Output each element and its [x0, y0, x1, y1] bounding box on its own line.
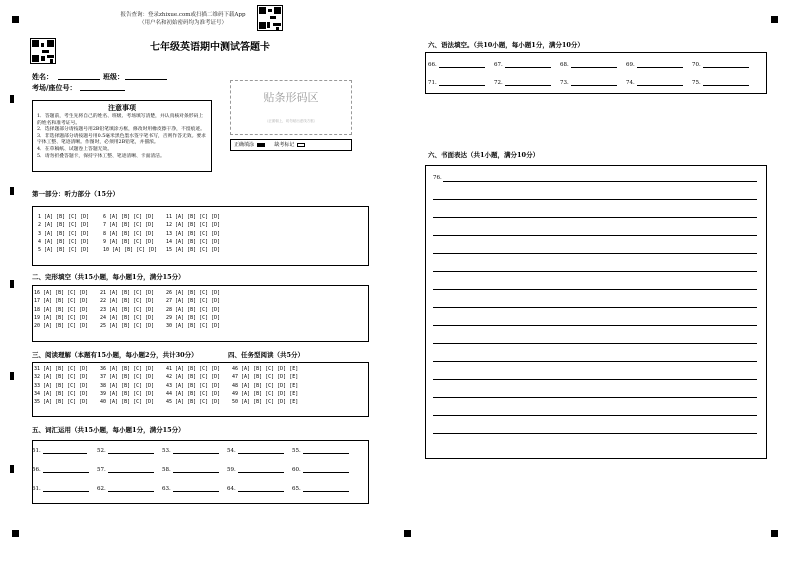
corner-mark-bl — [12, 530, 19, 537]
side-mark — [10, 187, 14, 195]
side-mark — [10, 95, 14, 103]
fill-row: 71. 72. 73. 74. 75. — [428, 80, 758, 86]
answer-col[interactable]: 26 [A] [B] [C] [D] 27 [A] [B] [C] [D] 28 [A] [B] [C] [D] 29 [A] [B] [C] [D] 30 [A] [B] [C] [D] — [166, 290, 221, 330]
answer-blank[interactable] — [173, 448, 219, 454]
notice-item: 3．非选择题部分请按题号用0.5毫米黑色墨水签字笔书写，否则作答无效。要求字体工整、笔迹清晰。作图时，必须用2B铅笔，并描浓。 — [37, 133, 206, 146]
correct-fill-sample — [257, 143, 265, 147]
answer-blank[interactable] — [637, 62, 683, 68]
answer-blank[interactable] — [703, 80, 749, 86]
answer-blank[interactable] — [505, 80, 551, 86]
fill-row: 56. 57. 58. 59. 60. — [32, 467, 357, 473]
barcode-label: 贴条形码区 — [263, 91, 319, 104]
page-title: 七年级英语期中测试答题卡 — [150, 42, 270, 53]
section-3-title: 三、阅读理解（本题有15小题，每小题2分，共计30分） — [32, 351, 198, 359]
barcode-hint: （正面朝上，切勿贴出虚线方框） — [264, 119, 318, 123]
fill-row: 51. 52. 53. 54. 55. — [32, 448, 357, 454]
writing-line[interactable] — [433, 235, 757, 236]
class-field[interactable] — [125, 79, 167, 80]
answer-blank[interactable] — [43, 448, 87, 454]
notice-title: 注意事项 — [108, 103, 136, 112]
writing-line[interactable] — [433, 379, 757, 380]
answer-blank[interactable] — [637, 80, 683, 86]
answer-blank[interactable] — [173, 486, 219, 492]
answer-blank[interactable] — [43, 486, 89, 492]
class-label: 班级： — [103, 72, 124, 81]
answer-col[interactable]: 31 [A] [B] [C] [D] 32 [A] [B] [C] [D] 33 [A] [B] [C] [D] 34 [A] [B] [C] [D] 35 [A] [B] [C] [D] — [34, 366, 89, 406]
exam-room-label: 考场/座位号： — [32, 83, 77, 92]
notice-item: 1．答题前，考生先将自己的姓名、班级、考场填写清楚，并认真核对条形码上的姓名和准考证号。 — [37, 114, 204, 126]
answer-col[interactable]: 21 [A] [B] [C] [D] 22 [A] [B] [C] [D] 23 [A] [B] [C] [D] 24 [A] [B] [C] [D] 25 [A] [B] [C] [D] — [100, 290, 155, 330]
name-label: 姓名： — [32, 72, 53, 81]
writing-line[interactable] — [443, 181, 757, 182]
corner-mark-tr — [771, 16, 778, 23]
writing-line[interactable] — [433, 433, 757, 434]
corner-mark-br — [771, 530, 778, 537]
answer-col[interactable]: 41 [A] [B] [C] [D] 42 [A] [B] [C] [D] 43 [A] [B] [C] [D] 44 [A] [B] [C] [D] 45 [A] [B] [C] [D] — [166, 366, 221, 406]
answer-col[interactable]: 36 [A] [B] [C] [D] 37 [A] [B] [C] [D] 38 [A] [B] [C] [D] 39 [A] [B] [C] [D] 40 [A] [B] [C] [D] — [100, 366, 155, 406]
writing-line[interactable] — [433, 397, 757, 398]
absent-mark-checkbox[interactable] — [297, 143, 305, 147]
answer-blank[interactable] — [439, 80, 485, 86]
answer-blank[interactable] — [108, 448, 154, 454]
answer-col[interactable]: 46 [A] [B] [C] [D] [E] 47 [A] [B] [C] [D] [E] 48 [A] [B] [C] [D] [E] 49 [A] [B] [C] [D] [E] 50 [A] [B] [C] [D] [E] — [232, 366, 299, 406]
side-mark — [10, 280, 14, 288]
answer-blank[interactable] — [571, 62, 617, 68]
answer-blank[interactable] — [43, 467, 89, 473]
student-qr-code — [30, 38, 56, 64]
section-2-title: 二、完形填空（共15小题，每小题1分，满分15分） — [32, 273, 185, 281]
answer-blank[interactable] — [505, 62, 551, 68]
answer-col[interactable]: 1 [A] [B] [C] [D] 2 [A] [B] [C] [D] 3 [A] [B] [C] [D] 4 [A] [B] [C] [D] 5 [A] [B] [C] [D] — [38, 214, 90, 254]
fill-row: 66. 67. 68. 69. 70. — [428, 62, 758, 68]
answer-blank[interactable] — [173, 467, 219, 473]
section-6-box — [425, 52, 767, 94]
answer-blank[interactable] — [303, 467, 349, 473]
notice-box — [32, 100, 212, 172]
writing-line[interactable] — [433, 199, 757, 200]
side-mark — [10, 465, 14, 473]
writing-line[interactable] — [433, 253, 757, 254]
answer-blank[interactable] — [439, 62, 485, 68]
writing-line[interactable] — [433, 271, 757, 272]
section-7-title: 六、书面表达（共1小题，满分10分） — [428, 151, 540, 159]
section-6-title: 六、语法填空。（共10小题，每小题1分，满分10分） — [428, 41, 584, 49]
notice-item: 4．在草稿纸、试题卷上答题无效。 — [37, 146, 113, 152]
writing-start-number: 76. — [433, 175, 442, 181]
corner-mark-bc — [404, 530, 411, 537]
answer-col[interactable]: 16 [A] [B] [C] [D] 17 [A] [B] [C] [D] 18 [A] [B] [C] [D] 19 [A] [B] [C] [D] 20 [A] [B] [C] [D] — [34, 290, 89, 330]
answer-blank[interactable] — [108, 467, 154, 473]
answer-blank[interactable] — [108, 486, 154, 492]
answer-blank[interactable] — [238, 467, 284, 473]
writing-line[interactable] — [433, 217, 757, 218]
exam-room-field[interactable] — [80, 90, 125, 91]
answer-col[interactable]: 11 [A] [B] [C] [D] 12 [A] [B] [C] [D] 13 [A] [B] [C] [D] 14 [A] [B] [C] [D] 15 [A] [B] [C] [D] — [166, 214, 221, 254]
writing-line[interactable] — [433, 415, 757, 416]
writing-line[interactable] — [433, 361, 757, 362]
report-query-note: 报告查询：登录zhixue.com或扫描二维码下载App （用户名和初始密码均为准考证号） — [120, 12, 246, 26]
notice-item: 5．请勿折叠答题卡，保持字体工整、笔迹清晰、卡面清洁。 — [37, 153, 165, 159]
answer-blank[interactable] — [703, 62, 749, 68]
writing-line[interactable] — [433, 343, 757, 344]
notice-item: 2．选择题部分请按题号用2B铅笔填涂方框，修改时用橡皮擦干净，不留痕迹。 — [37, 127, 205, 133]
barcode-area — [230, 80, 352, 135]
name-field[interactable] — [58, 79, 100, 80]
section-1-title: 第一部分：听力部分（15分） — [32, 190, 120, 198]
fill-row: 61. 62. 63. 64. 65. — [32, 486, 357, 492]
answer-blank[interactable] — [238, 486, 284, 492]
answer-blank[interactable] — [303, 486, 349, 492]
answer-blank[interactable] — [571, 80, 617, 86]
answer-blank[interactable] — [238, 448, 284, 454]
writing-line[interactable] — [433, 325, 757, 326]
section-5-title: 五、词汇运用（共15小题，每小题1分，满分15分） — [32, 426, 185, 434]
section-4-title: 四、任务型阅读（共5分） — [228, 351, 305, 359]
app-qr-code[interactable] — [257, 5, 283, 31]
answer-blank[interactable] — [303, 448, 349, 454]
fill-example: 正确填涂 缺考标记 — [230, 139, 352, 151]
answer-col[interactable]: 6 [A] [B] [C] [D] 7 [A] [B] [C] [D] 8 [A] [B] [C] [D] 9 [A] [B] [C] [D] 10 [A] [B] [C] [D] — [103, 214, 158, 254]
writing-line[interactable] — [433, 307, 757, 308]
side-mark — [10, 372, 14, 380]
writing-line[interactable] — [433, 289, 757, 290]
corner-mark-tl — [12, 16, 19, 23]
